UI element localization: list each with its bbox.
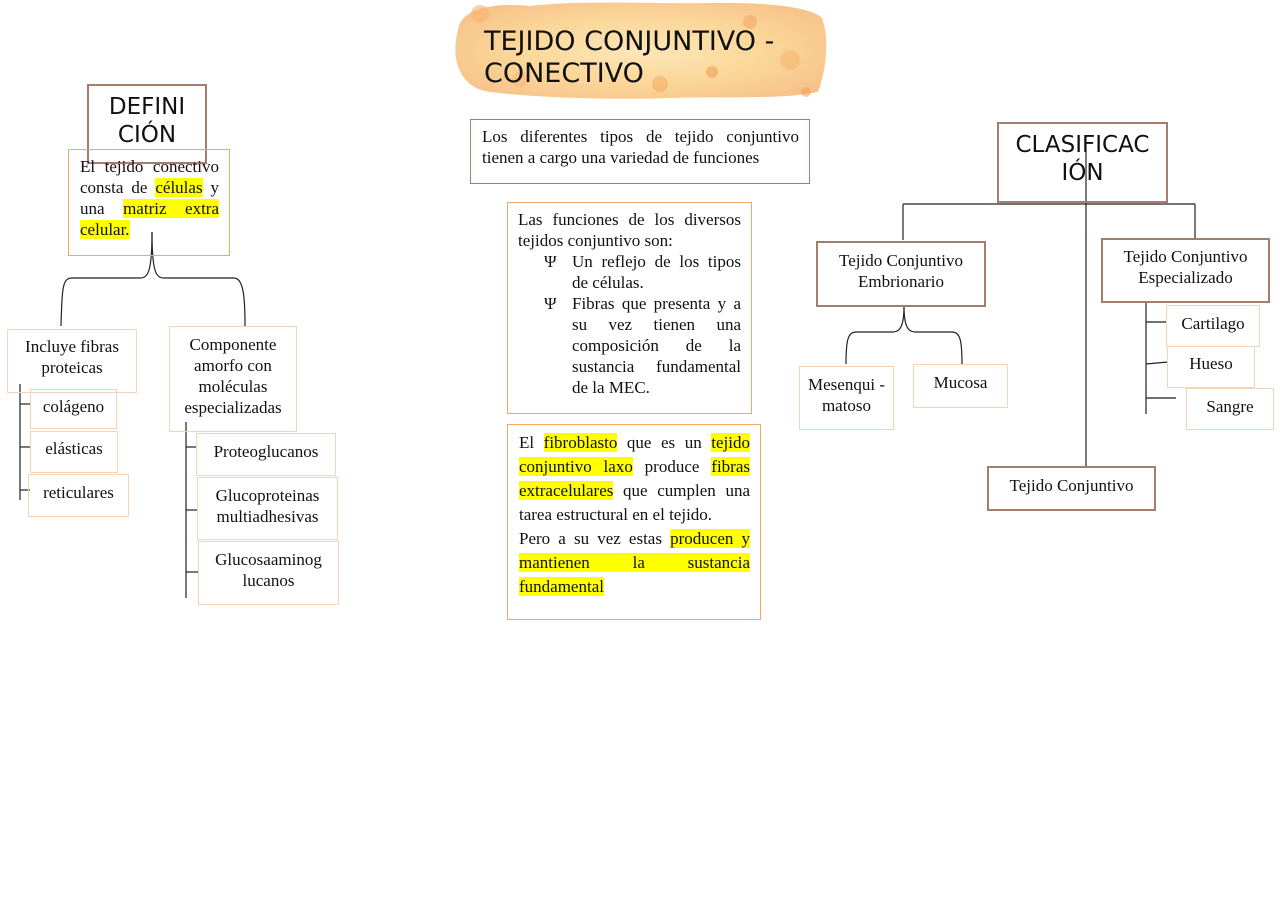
funciones-lead: Las funciones de los diversos tejidos conjuntivo son: — [518, 210, 741, 250]
definicion-highlight-celulas: células — [155, 178, 203, 197]
especializado-box — [1101, 238, 1270, 303]
item-glucoproteinas: Glucoproteinas multiadhesivas — [215, 486, 320, 526]
funcion-item-text: Fibras que presenta y a su vez tienen una composición de la sustancia fundamental de la MEC. — [572, 294, 741, 397]
clasificacion-heading-line2: IÓN — [1061, 160, 1104, 186]
psi-bullet-icon: Ψ — [544, 294, 557, 313]
list-item — [913, 364, 1008, 408]
fibroblasto-box — [507, 424, 761, 620]
highlight-fibras: fibras extracelulares — [519, 457, 750, 500]
item-glucosaaminoglucanos: Glucosaaminog lucanos — [215, 550, 322, 590]
list-item — [30, 389, 117, 429]
item-mesenquimatoso: Mesenqui -matoso — [808, 375, 885, 415]
item-colageno: colágeno — [42, 397, 105, 416]
funciones-intro-text: Los diferentes tipos de tejido conjuntivo tienen a cargo una variedad de funciones — [482, 127, 799, 167]
list-item — [197, 477, 338, 540]
fibras-proteicas-label: Incluye fibras proteicas — [25, 337, 119, 377]
list-item — [799, 366, 894, 430]
componente-amorfo-label: Componente amorfo con moléculas especializadas — [184, 335, 282, 417]
funciones-list — [518, 251, 741, 398]
funciones-intro-box — [470, 119, 810, 184]
item-proteoglucanos: Proteoglucanos — [213, 442, 319, 461]
item-sangre: Sangre — [1206, 397, 1254, 416]
embrionario-label: Tejido Conjuntivo Embrionario — [839, 251, 963, 291]
page-title-line2: CONECTIVO — [484, 58, 644, 89]
list-item — [196, 433, 336, 476]
fibroblasto-paragraph2 — [519, 527, 750, 599]
item-mucosa: Mucosa — [933, 373, 988, 392]
definicion-heading-line1: DEFINI — [108, 94, 186, 120]
funcion-item-text: Un reflejo de los tipos de células. — [572, 252, 741, 292]
list-item — [198, 541, 339, 605]
funciones-list-box — [507, 202, 752, 414]
clasificacion-heading — [997, 122, 1168, 203]
item-cartilago: Cartilago — [1181, 314, 1245, 333]
page-title-line1: TEJIDO CONJUNTIVO - — [484, 26, 775, 57]
list-item — [30, 431, 118, 473]
fibroblasto-text-4: que cumplen una tarea estructural en el tejido. — [519, 481, 750, 524]
definicion-text-box — [68, 149, 230, 256]
definicion-highlight-matriz: matriz extra celular. — [80, 199, 219, 239]
fibroblasto-paragraph1 — [519, 431, 750, 527]
item-elasticas: elásticas — [45, 439, 103, 458]
psi-bullet-icon: Ψ — [544, 252, 557, 271]
list-item — [1167, 346, 1255, 388]
highlight-fibroblasto: fibroblasto — [543, 433, 618, 452]
tejido-conjuntivo-label: Tejido Conjuntivo — [1009, 476, 1134, 495]
definicion-text-part2: y una — [80, 178, 219, 218]
fibroblasto-text-1: El — [519, 433, 544, 452]
list-item — [544, 293, 741, 398]
highlight-tejido-laxo: tejido conjuntivo laxo — [519, 433, 750, 476]
list-item — [1186, 388, 1274, 430]
fibroblasto-text-2: que es un — [617, 433, 712, 452]
embrionario-box — [816, 241, 986, 307]
item-reticulares: reticulares — [43, 483, 114, 502]
especializado-label: Tejido Conjuntivo Especializado — [1123, 247, 1248, 287]
list-item — [28, 474, 129, 517]
componente-amorfo-box — [169, 326, 297, 432]
page-title — [484, 26, 824, 90]
definicion-heading-line2: CIÓN — [117, 122, 177, 148]
clasificacion-heading-line1: CLASIFICAC — [1015, 132, 1150, 158]
definicion-text-part1: El tejido conectivo consta de — [80, 157, 219, 197]
fibras-proteicas-box — [7, 329, 137, 393]
item-hueso: Hueso — [1189, 354, 1233, 373]
list-item — [544, 251, 741, 293]
list-item — [1166, 305, 1260, 347]
tejido-conjuntivo-box — [987, 466, 1156, 511]
fibroblasto-text-5: Pero a su vez estas — [519, 529, 671, 548]
fibroblasto-text-3: produce — [632, 457, 712, 476]
highlight-producen: producen y mantienen la sustancia fundamental — [519, 529, 750, 596]
